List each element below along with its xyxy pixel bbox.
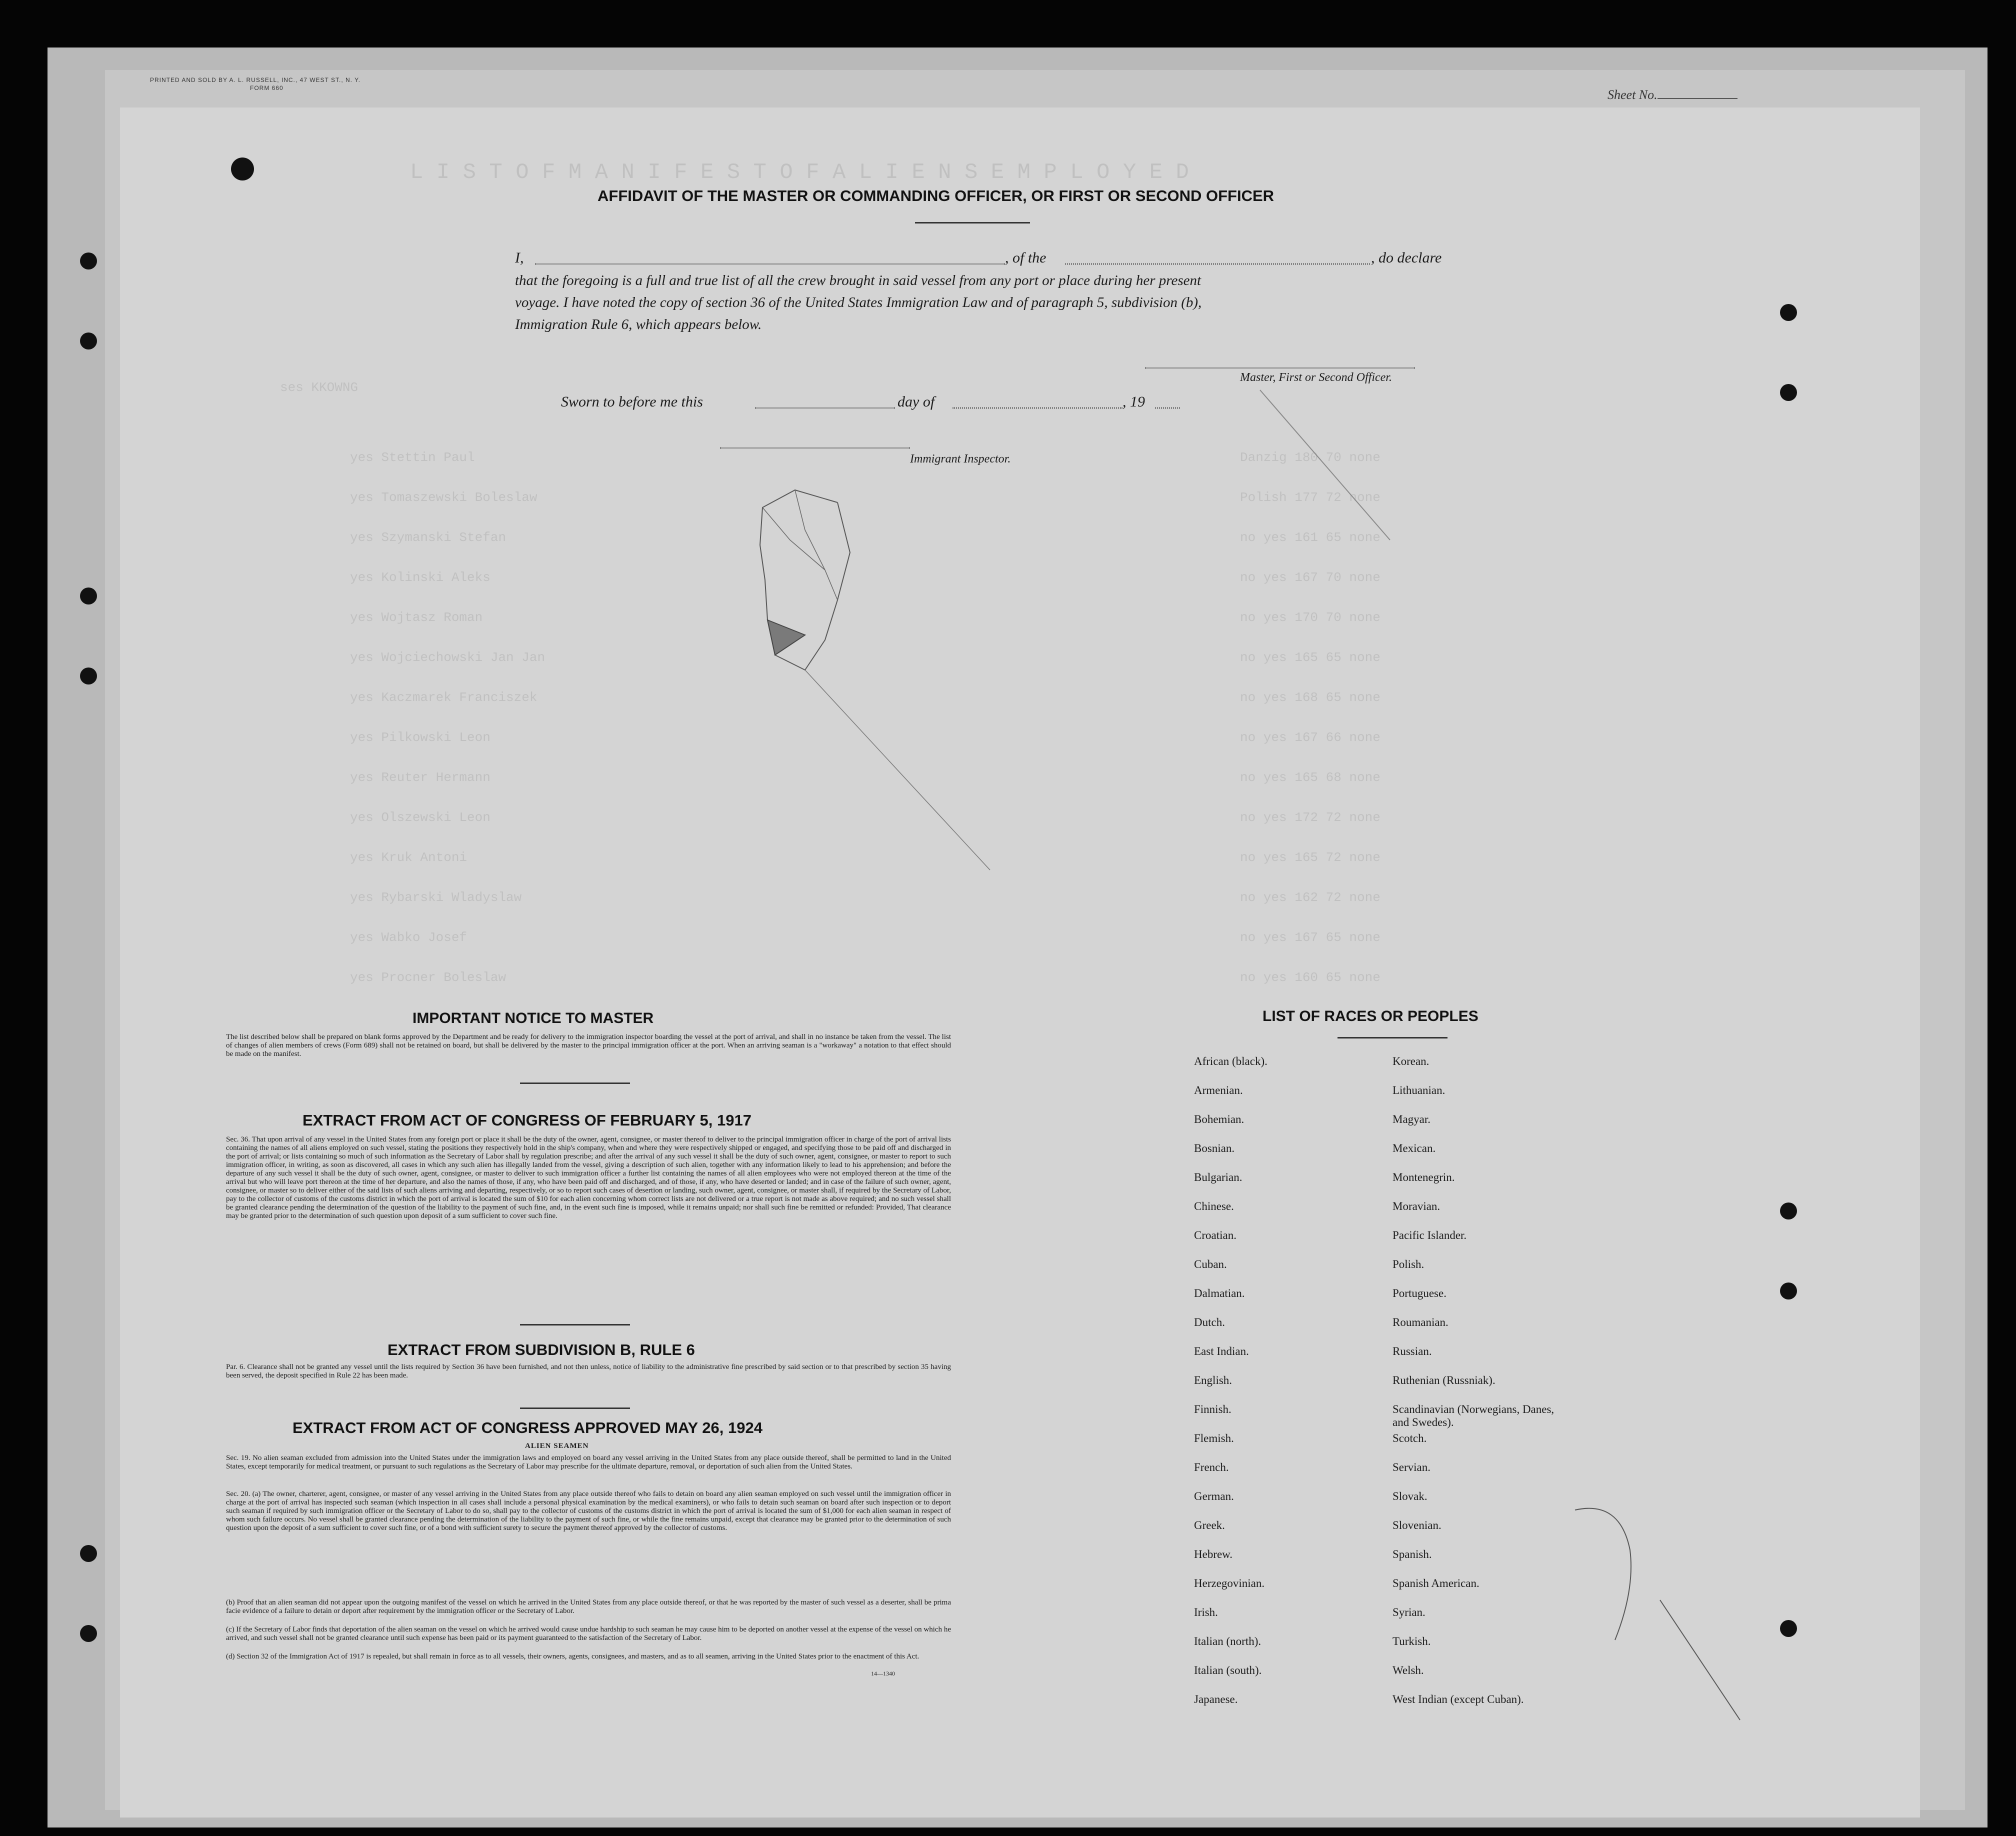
race-right: Turkish. [1392,1635,1431,1648]
race-right: Korean. [1392,1055,1430,1068]
race-left: Italian (north). [1194,1635,1262,1648]
race-left: French. [1194,1461,1229,1474]
race-left: Irish. [1194,1606,1218,1618]
punch-hole [231,158,254,180]
race-left: Bosnian. [1194,1142,1235,1154]
race-right: Mexican. [1392,1142,1436,1154]
race-left: Dalmatian. [1194,1287,1245,1300]
printer-imprint [150,76,360,92]
punch-hole [80,1625,97,1642]
race-left: Italian (south). [1194,1664,1262,1676]
punch-hole [80,332,97,350]
punch-hole [1780,304,1797,321]
race-right: Syrian. [1392,1606,1426,1618]
affidavit-body-1: that the foregoing is a full and true list of all the crew brought in said vessel from any port or place during her present [515,272,1202,288]
punch-hole [1780,1202,1797,1220]
race-right: Welsh. [1392,1664,1424,1676]
race-left: Cuban. [1194,1258,1227,1270]
extract-1917-rule [520,1324,630,1326]
sheet-no-label: Sheet No. [1608,88,1658,102]
pencil-sketch [750,460,1010,880]
race-left: Bulgarian. [1194,1171,1242,1184]
day-of-label: day of [898,394,935,410]
race-left: Greek. [1194,1519,1225,1532]
race-right: Slovenian. [1392,1519,1442,1532]
printer-line: PRINTED AND SOLD BY A. L. RUSSELL, INC., 47 WEST ST., N. Y. [150,76,360,84]
race-right: Pacific Islander. [1392,1229,1467,1242]
form-code: 14—1340 [871,1670,895,1677]
affidavit-title-rule [915,222,1030,224]
race-left: Chinese. [1194,1200,1234,1212]
race-left: East Indian. [1194,1345,1249,1358]
inspector-label: Immigrant Inspector. [910,452,1011,466]
race-right: West Indian (except Cuban). [1392,1693,1524,1706]
pencil-stroke [1490,1490,1760,1730]
race-right: Scotch. [1392,1432,1427,1444]
race-right: Spanish American. [1392,1577,1480,1590]
race-left: Flemish. [1194,1432,1234,1444]
race-right: Russian. [1392,1345,1432,1358]
extract-rule6-text: Par. 6. Clearance shall not be granted any vessel until the lists required by Section 36 have been furnished, and not then unless, notice of liability to the administrative fine prescribed by said section or to that prescribed by section 35 having been served, the deposit specified in Rule 22 has been made. [226,1363,951,1380]
signature-label: Master, First or Second Officer. [1240,371,1392,384]
race-right: Scandinavian (Norwegians, Danes, and Swedes). [1392,1403,1554,1428]
races-title: LIST OF RACES OR PEOPLES [1262,1008,1478,1024]
races-title-rule [1338,1037,1448,1038]
punch-hole [80,668,97,684]
extract-rule6-title: EXTRACT FROM SUBDIVISION B, RULE 6 [388,1341,695,1358]
extract-1924-sec20a: Sec. 20. (a) The owner, charterer, agent, consignee, or master of any vessel arriving in the United States from any place outside thereof who fails to detain on board any alien seaman employed on such vessel until the immigration officer in charge at the port of arrival has inspected such seaman (which inspection in all cases shall include a personal physical examination by the medical examiners), or who fails to detain such seaman on board after such inspection or to deport such seaman if required by such immigration officer or the Secretary of Labor to do so, shall pay to the collector of customs of the customs district in which the port of arrival is located the sum of $1,000 for each alien seaman in respect of whom such failure occurs. No vessel shall be granted clearance pending the determination of the liability to the payment of such fine, or while the fine remains unpaid, except that clearance may be granted prior to the determination of such question upon the deposit of a sum sufficient to cover such fine, or of a bond with sufficient surety to secure the payment thereof approved by the collector of customs. [226,1490,951,1532]
race-right: Ruthenian (Russniak). [1392,1374,1496,1386]
race-right: Servian. [1392,1461,1431,1474]
race-right: Moravian. [1392,1200,1440,1212]
year-label: , 19 [1122,394,1145,410]
affidavit-of-the: , of the [1005,250,1046,266]
race-right: Roumanian. [1392,1316,1448,1328]
race-left: Croatian. [1194,1229,1236,1242]
punch-hole [1780,1620,1797,1637]
extract-1924-subtitle: ALIEN SEAMEN [525,1442,589,1450]
pencil-stroke [1250,380,1400,550]
punch-hole [80,588,97,604]
race-left: African (black). [1194,1055,1268,1068]
race-right: Polish. [1392,1258,1424,1270]
notice-title: IMPORTANT NOTICE TO MASTER [412,1010,654,1026]
affidavit-line-i: I, [515,250,524,266]
affidavit-do-declare: , do declare [1371,250,1442,266]
extract-1924-sec19: Sec. 19. No alien seaman excluded from admission into the United States under the immigration laws and employed on board any vessel arriving in the United States from any place outside thereof, shall be permitted to land in the United States, except temporarily for medical treatment, or pursuant to such regulations as the Secretary of Labor may prescribe for the ultimate departure, removal, or deportation of such alien from the United States. [226,1454,951,1470]
race-left: Japanese. [1194,1693,1238,1706]
punch-hole [80,1545,97,1562]
race-left: English. [1194,1374,1232,1386]
extract-1917-title: EXTRACT FROM ACT OF CONGRESS OF FEBRUARY 5, 1917 [302,1112,752,1129]
sheet-no-line [1658,98,1738,99]
race-left: Hebrew. [1194,1548,1233,1560]
notice-rule [520,1082,630,1084]
extract-rule6-rule [520,1408,630,1409]
extract-1917-text: Sec. 36. That upon arrival of any vessel in the United States from any foreign port or place it shall be the duty of the owner, agent, consignee, or master thereof to deliver to the principal immigration officer in charge of the port of arrival lists containing the names of all aliens employed on such vessel, stating the positions they respectively hold in the ship's company, when and where they were respectively shipped or engaged, and specifying those to be paid off and discharged in the port of arrival; or lists containing so much of such information as the Secretary of Labor shall by regulation prescribe; and after the arrival of any such vessel it shall be the duty of such owner, agent, consignee, or master to report to such immigration officer, in writing, as soon as discovered, all cases in which any such alien has illegally landed from the vessel, giving a description of such alien, together with any information likely to lead to his apprehension; and before the departure of any such vessel it shall be the duty of such owner, agent, consignee, or master to deliver to such immigration officer a further list containing the names of all alien employees who were not employed thereon at the time of the arrival but who will leave port thereon at the time of her departure, and also the names of those, if any, who have been paid off and discharged, and of those, if any, who have deserted or landed; and in case of the failure of such owner, agent, consignee, or master so to deliver either of the said lists of such aliens arriving and departing, respectively, or so to report such cases of desertion or landing, such owner, agent, consignee, or master shall, if required by the Secretary of Labor, pay to the collector of customs of the customs district in which the port of arrival is located the sum of $10 for each alien concerning whom correct lists are not delivered or a true report is not made as above required; and no such vessel shall be granted clearance pending the determination of the question of the liability to the payment of such fine, and, in the event such fine is imposed, while it remains unpaid; nor shall such fine be remitted or refunded: Provided, That clearance may be granted prior to the determination of such question upon deposit of a sum sufficient to cover such fine. [226,1136,951,1220]
punch-hole [1780,384,1797,401]
affidavit-body-3: Immigration Rule 6, which appears below. [515,316,762,332]
race-right: Spanish. [1392,1548,1432,1560]
sworn-label: Sworn to before me this [561,394,703,410]
race-right: Magyar. [1392,1113,1431,1126]
punch-hole [1780,1282,1797,1300]
notice-text: The list described below shall be prepared on blank forms approved by the Department and be ready for delivery to the immigration inspector boarding the vessel at the port of arrival, and shall in no instance be taken from the vessel. The list of changes of alien members of crews (Form 689) shall not be retained on board, but shall be delivered by the master to the principal immigration officer at the port. When an arriving seaman is a "workaway" a notation to that effect should be made on the manifest. [226,1033,951,1058]
race-left: Herzegovinian. [1194,1577,1265,1590]
race-right: Lithuanian. [1392,1084,1446,1096]
race-right: Portuguese. [1392,1287,1446,1300]
extract-1924-sec20d: (d) Section 32 of the Immigration Act of 1917 is repealed, but shall remain in force as to all vessels, their owners, agents, consignees, and masters, and as to all seamen, arriving in the United States prior to the enactment of this Act. [226,1652,920,1660]
race-right: Montenegrin. [1392,1171,1455,1184]
race-left: Armenian. [1194,1084,1243,1096]
affidavit-body-2: voyage. I have noted the copy of section 36 of the United States Immigration Law and of paragraph 5, subdivision (b), [515,294,1202,310]
form-label: FORM 660 [250,84,284,92]
race-left: Dutch. [1194,1316,1225,1328]
punch-hole [80,252,97,270]
extract-1924-sec20c: (c) If the Secretary of Labor finds that deportation of the alien seaman on the vessel on which he arrived would cause undue hardship to such seaman he may cause him to be deported on another vessel at the expense of the vessel on which he arrived, and such vessel shall not be granted clearance until such expense has been paid or its payment guaranteed to the satisfaction of the Secretary of Labor. [226,1626,951,1642]
race-right: Slovak. [1392,1490,1428,1502]
race-left: Finnish. [1194,1403,1232,1416]
race-left: German. [1194,1490,1234,1502]
race-left: Bohemian. [1194,1113,1244,1126]
extract-1924-sec20b: (b) Proof that an alien seaman did not appear upon the outgoing manifest of the vessel on which he arrived in the United States from any place outside thereof, or that he was reported by the master of such vessel as a deserter, shall be prima facie evidence of a failure to detain or deport after requirement by the immigration officer or the Secretary of Labor. [226,1598,951,1615]
affidavit-title: AFFIDAVIT OF THE MASTER OR COMMANDING OFFICER, OR FIRST OR SECOND OFFICER [598,187,1274,204]
extract-1924-title: EXTRACT FROM ACT OF CONGRESS APPROVED MAY 26, 1924 [292,1419,762,1436]
